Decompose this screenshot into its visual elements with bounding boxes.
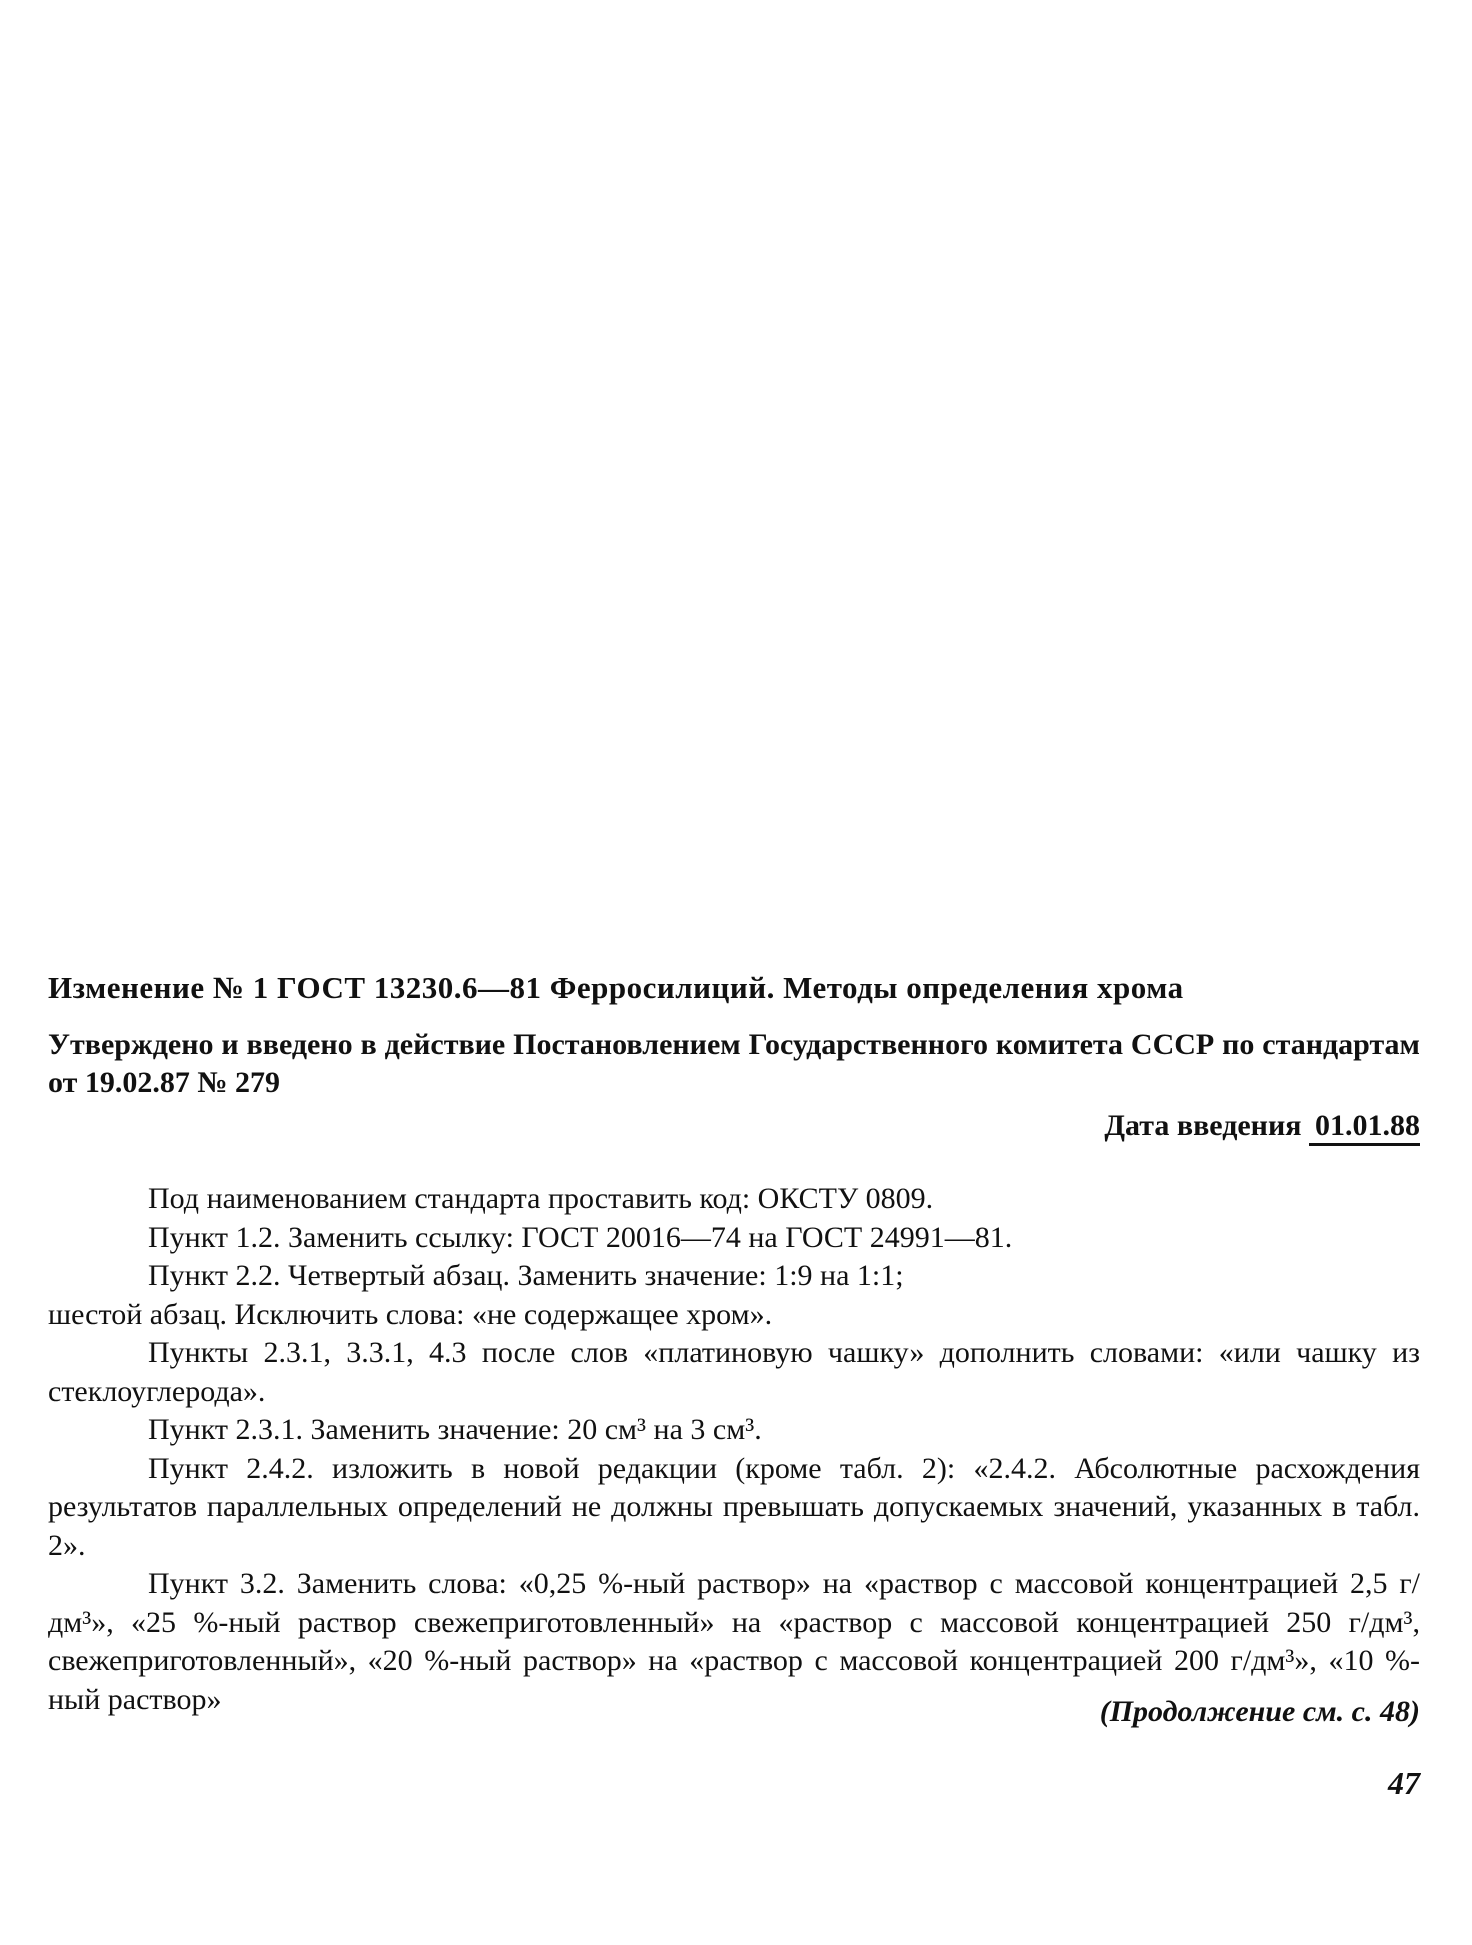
- approval-statement: Утверждено и введено в действие Постановлением Государственного комитета СССР по стандартам от 19.02.87 № 279: [48, 1028, 1420, 1099]
- continuation-note: (Продолжение см. с. 48): [1099, 1695, 1420, 1728]
- effective-date-value: 01.01.88: [1309, 1109, 1420, 1146]
- paragraph-okstu: Под наименованием стандарта проставить код: ОКСТУ 0809.: [148, 1182, 934, 1215]
- paragraph-2-3-1: Пункт 2.3.1. Заменить значение: 20 см³ на 3 см³.: [148, 1413, 762, 1446]
- paragraph-1-2: Пункт 1.2. Заменить ссылку: ГОСТ 20016—74 на ГОСТ 24991—81.: [148, 1220, 1013, 1254]
- paragraph-2-3-1-3-3-1-4-3: Пункты 2.3.1, 3.3.1, 4.3 после слов «платиновую чашку» дополнить словами: «или чашку из стеклоуглерода».: [48, 1336, 1420, 1408]
- paragraph-2-2: Пункт 2.2. Четвертый абзац. Заменить значение: 1:9 на 1:1;: [148, 1259, 904, 1292]
- paragraph-3-2: Пункт 3.2. Заменить слова: «0,25 %-ный раствор» на «раствор с массовой концентрацией 2,5 г/дм³», «25 %-ный раствор свежеприготовленный» на «раствор с массовой концентрацией 250 г/дм³, свежеприготовленный», «20 %-ный раствор» на «раствор с массовой концентрацией 200 г/дм³», «10 %-ный раствор»: [48, 1567, 1420, 1716]
- document-title: Изменение № 1 ГОСТ 13230.6—81 Ферросилиций. Методы определения хрома: [48, 970, 1184, 1005]
- effective-date-line: [48, 1106, 1420, 1146]
- amendment-body: [48, 1180, 1420, 1719]
- document-content: [48, 968, 1420, 1719]
- paragraph-2-4-2: Пункт 2.4.2. изложить в новой редакции (кроме табл. 2): «2.4.2. Абсолютные расхождения результатов параллельных определений не должны превышать допускаемых значений, указанных в табл. 2».: [48, 1451, 1420, 1562]
- effective-date-label: Дата введения: [1104, 1109, 1302, 1142]
- page-number: 47: [1388, 1765, 1420, 1801]
- paragraph-2-2-sixth: шестой абзац. Исключить слова: «не содержащее хром».: [48, 1297, 773, 1331]
